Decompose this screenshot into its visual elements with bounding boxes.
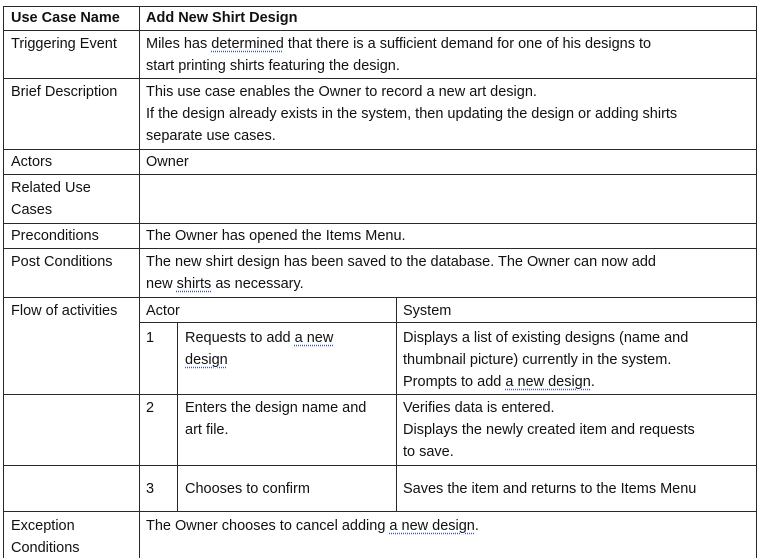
exception-conditions-label: Conditions [11, 540, 80, 556]
related-use-cases-label: Cases [11, 202, 53, 218]
step-system-line: Saves the item and returns to the Items Menu [403, 481, 697, 497]
step-actor-line: art file. [185, 422, 229, 438]
step-number: 2 [146, 400, 155, 416]
triggering-event-line: start printing shirts featuring the design. [146, 58, 400, 74]
step-system-line: Verifies data is entered. [403, 400, 555, 416]
step-number: 3 [146, 481, 155, 497]
use-case-name-value: Add New Shirt Design [146, 10, 298, 26]
system-column-header: System [403, 303, 452, 319]
brief-description-line: If the design already exists in the system, then updating the design or adding shirts [146, 106, 678, 122]
triggering-event-line: Miles has determined that there is a sufficient demand for one of his designs to [146, 36, 652, 52]
triggering-event-label: Triggering Event [11, 36, 117, 52]
step-system-line: Displays a list of existing designs (name and [403, 330, 689, 346]
exception-conditions-value: The Owner chooses to cancel adding a new design. [146, 518, 479, 534]
post-conditions-label: Post Conditions [11, 254, 113, 270]
post-conditions-line: The new shirt design has been saved to the database. The Owner can now add [146, 254, 656, 270]
brief-description-label: Brief Description [11, 84, 118, 100]
exception-conditions-label: Exception [11, 518, 75, 534]
brief-description-line: separate use cases. [146, 128, 276, 144]
actors-label: Actors [11, 154, 53, 170]
step-system-line: Prompts to add a new design. [403, 374, 595, 390]
actor-column-header: Actor [146, 303, 180, 319]
brief-description-line: This use case enables the Owner to record a new art design. [146, 84, 537, 100]
related-use-cases-label: Related Use [11, 180, 91, 196]
flow-of-activities-label: Flow of activities [11, 303, 118, 319]
preconditions-label: Preconditions [11, 228, 99, 244]
preconditions-value: The Owner has opened the Items Menu. [146, 228, 406, 244]
step-system-line: Displays the newly created item and requests [403, 422, 695, 438]
use-case-name-label: Use Case Name [11, 10, 120, 26]
step-number: 1 [146, 330, 155, 346]
step-actor-line: Chooses to confirm [185, 481, 310, 497]
step-actor-line: design [185, 352, 228, 368]
step-actor-line: Enters the design name and [185, 400, 367, 416]
post-conditions-line: new shirts as necessary. [146, 276, 304, 292]
step-system-line: to save. [403, 444, 454, 460]
step-system-line: thumbnail picture) currently in the system. [403, 352, 672, 368]
step-actor-line: Requests to add a new [185, 330, 334, 346]
actors-value: Owner [146, 154, 189, 170]
